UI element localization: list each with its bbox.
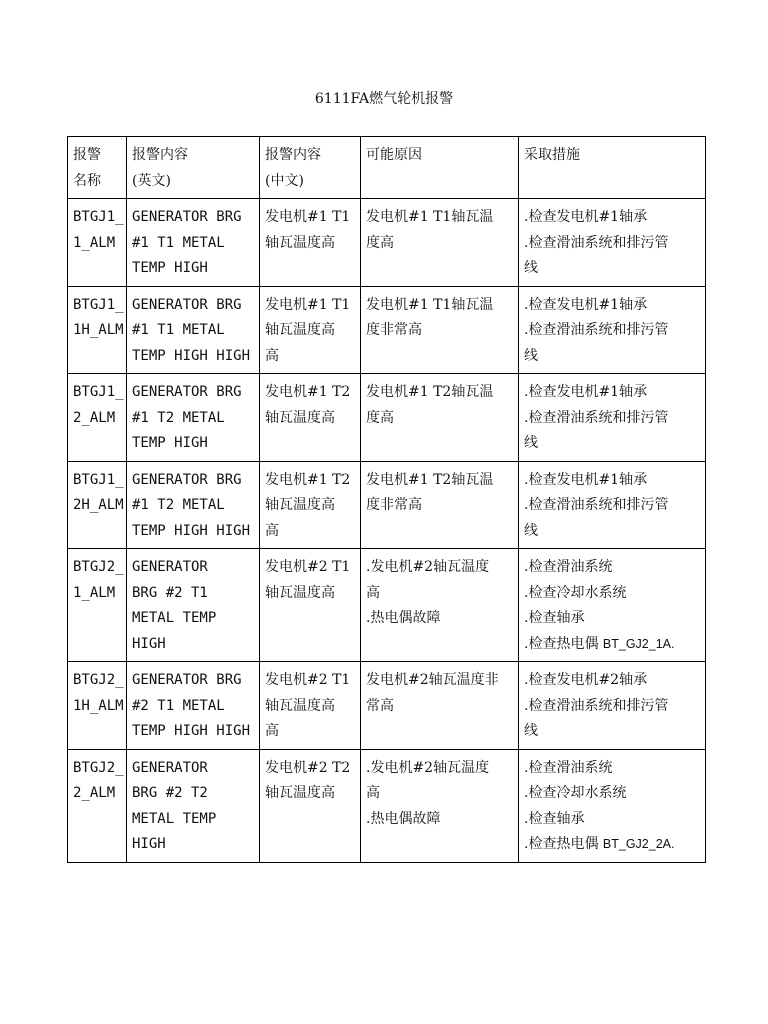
possible-cause-cell: [361, 549, 519, 662]
action-cell: [519, 749, 706, 862]
alarm-chinese-cell: [260, 286, 361, 374]
cell-text-line: GENERATOR BRG: [132, 296, 242, 313]
cell-text-line: 轴瓦温度高: [265, 697, 335, 714]
cell-text-line: BTGJ2_: [73, 759, 124, 776]
action-cell: [519, 662, 706, 750]
cell-text-line: 2H_ALM: [73, 497, 124, 513]
header-text: 报警内容: [265, 147, 321, 163]
thermocouple-tag: BT_GJ2_2A.: [602, 837, 675, 851]
cell-text-line: .检查冷却水系统: [524, 785, 627, 801]
cell-text-line: .发电机#2轴瓦温度: [366, 559, 490, 575]
cell-text-line: #1 T1 METAL: [132, 234, 225, 251]
cell-text-line: .检查轴承: [524, 810, 585, 827]
cell-text-line: .检查冷却水系统: [524, 584, 627, 601]
cell-text-line: BTGJ2_: [73, 672, 124, 688]
cell-text-line: .检查滑油系统和排污管: [524, 322, 669, 338]
cell-text-line: #1 T2 METAL: [132, 409, 225, 426]
cell-text-line: 发电机#1 T1: [265, 296, 351, 313]
cell-text-line: 度非常高: [366, 497, 422, 513]
cell-text-line: 高: [366, 785, 380, 801]
cell-text-line: 轴瓦温度高: [265, 584, 335, 601]
cell-text-line: 轴瓦温度高: [265, 234, 335, 251]
cell-text-line: 2_ALM: [73, 785, 116, 801]
cell-text-line: 发电机#1 T2轴瓦温: [366, 384, 494, 400]
cell-text-line: .检查滑油系统: [524, 759, 613, 776]
cell-text-line: .检查热电偶 BT_GJ2_2A.: [524, 836, 675, 852]
alarm-chinese-cell: [260, 749, 361, 862]
cell-text-line: .检查热电偶 BT_GJ2_1A.: [524, 635, 675, 652]
alarm-code-cell: [68, 286, 127, 374]
cell-text-line: 高: [366, 584, 380, 601]
cell-text-line: 轴瓦温度高: [265, 497, 335, 513]
cell-text-line: 发电机#1 T2: [265, 471, 351, 488]
action-cell: [519, 461, 706, 549]
possible-cause-cell: [361, 749, 519, 862]
cell-text-line: 1H_ALM: [73, 697, 124, 714]
alarm-code-cell: [68, 199, 127, 287]
alarm-english-cell: [127, 662, 260, 750]
alarm-chinese-cell: [260, 461, 361, 549]
cell-text-line: 发电机#1 T1轴瓦温: [366, 296, 494, 313]
cell-text-line: HIGH: [132, 836, 166, 852]
cell-text-line: TEMP HIGH: [132, 260, 208, 276]
cell-text-line: .检查滑油系统和排污管: [524, 234, 669, 251]
cell-text-line: GENERATOR BRG: [132, 384, 242, 400]
cell-text-line: GENERATOR: [132, 759, 208, 776]
alarm-english-cell: [127, 461, 260, 549]
alarm-english-cell: [127, 749, 260, 862]
cell-text-line: 发电机#2 T1: [265, 672, 351, 688]
cell-text-line: 度高: [366, 409, 394, 426]
action-cell: [519, 374, 706, 462]
cell-text-line: GENERATOR BRG: [132, 209, 242, 225]
cell-text-line: 高: [265, 347, 279, 364]
possible-cause-cell: [361, 199, 519, 287]
cell-text-line: TEMP HIGH HIGH: [132, 723, 251, 739]
cell-text-line: GENERATOR BRG: [132, 672, 242, 688]
cell-text-line: 常高: [366, 697, 394, 714]
cell-text-line: .检查轴承: [524, 610, 585, 626]
alarm-english-cell: [127, 286, 260, 374]
cell-text-line: 1_ALM: [73, 584, 116, 601]
cell-text-line: METAL TEMP: [132, 810, 217, 827]
cell-text-line: 高: [265, 522, 279, 539]
cell-text-line: HIGH: [132, 635, 166, 652]
alarm-code-cell: [68, 662, 127, 750]
table-row: [68, 461, 706, 549]
possible-cause-cell: [361, 374, 519, 462]
cell-text-line: .检查发电机#1轴承: [524, 471, 648, 488]
alarm-code-cell: [68, 749, 127, 862]
table-row: [68, 199, 706, 287]
header-text: 可能原因: [366, 147, 422, 163]
header-content-english: [127, 137, 260, 199]
possible-cause-cell: [361, 461, 519, 549]
cell-text-line: 度高: [366, 234, 394, 251]
table-row: [68, 374, 706, 462]
cell-text-line: 发电机#1 T1: [265, 209, 351, 225]
cell-text-line: .检查滑油系统: [524, 559, 613, 575]
cell-text-line: BTGJ1_: [73, 471, 124, 488]
cell-text-line: BTGJ1_: [73, 296, 124, 313]
header-text: 报警内容: [132, 147, 188, 163]
header-possible-cause: [361, 137, 519, 199]
cell-text-line: GENERATOR: [132, 559, 208, 575]
cell-text-line: GENERATOR BRG: [132, 471, 242, 488]
cell-text-line: .热电偶故障: [366, 810, 441, 827]
alarm-code-cell: [68, 461, 127, 549]
table-row: [68, 662, 706, 750]
alarm-english-cell: [127, 374, 260, 462]
header-text: (英文): [132, 172, 171, 189]
header-text: 名称: [73, 172, 101, 189]
cell-text-line: BTGJ2_: [73, 559, 124, 575]
header-actions: [519, 137, 706, 199]
cell-text-line: TEMP HIGH HIGH: [132, 522, 251, 539]
cell-text-line: 发电机#1 T1轴瓦温: [366, 209, 494, 225]
cell-text-line: .检查滑油系统和排污管: [524, 497, 669, 513]
header-text: 采取措施: [524, 147, 580, 163]
alarm-chinese-cell: [260, 549, 361, 662]
page-title: 6111FA燃气轮机报警: [314, 91, 454, 107]
header-text: (中文): [265, 172, 304, 189]
cell-text-line: BRG #2 T2: [132, 785, 208, 801]
table-header-row: [68, 137, 706, 199]
cell-text-line: 1H_ALM: [73, 322, 124, 338]
alarm-chinese-cell: [260, 374, 361, 462]
cell-text-line: 2_ALM: [73, 409, 116, 426]
cell-text-line: 1_ALM: [73, 234, 116, 251]
alarm-chinese-cell: [260, 662, 361, 750]
cell-text-line: .检查发电机#1轴承: [524, 296, 648, 313]
cell-text-line: #2 T1 METAL: [132, 697, 225, 714]
cell-text-line: .检查发电机#1轴承: [524, 384, 648, 400]
action-cell: [519, 199, 706, 287]
alarm-table-body: [68, 137, 706, 863]
action-cell: [519, 549, 706, 662]
cell-text-line: BTGJ1_: [73, 384, 124, 400]
thermocouple-tag: BT_GJ2_1A.: [602, 636, 675, 651]
cell-text-line: BRG #2 T1: [132, 584, 208, 601]
cell-text-line: .检查滑油系统和排污管: [524, 697, 669, 714]
header-text: 报警: [73, 147, 101, 163]
possible-cause-cell: [361, 662, 519, 750]
alarm-code-cell: [68, 549, 127, 662]
cell-text-line: 线: [524, 435, 538, 451]
cell-text-line: #1 T1 METAL: [132, 322, 225, 338]
cell-text-line: .检查发电机#1轴承: [524, 209, 648, 225]
alarm-english-cell: [127, 199, 260, 287]
cell-text-line: 发电机#1 T2轴瓦温: [366, 471, 494, 488]
table-row: [68, 549, 706, 662]
cell-text-line: 发电机#2 T2: [265, 759, 351, 776]
cell-text-line: TEMP HIGH HIGH: [132, 347, 251, 364]
header-content-chinese: [260, 137, 361, 199]
cell-text-line: 线: [524, 347, 538, 364]
cell-text-line: 线: [524, 522, 538, 539]
cell-text-line: METAL TEMP: [132, 610, 217, 626]
cell-text-line: 度非常高: [366, 322, 422, 338]
cell-text-line: BTGJ1_: [73, 209, 124, 225]
cell-text-line: .热电偶故障: [366, 610, 441, 626]
cell-text-line: .检查发电机#2轴承: [524, 672, 648, 688]
cell-text-line: 轴瓦温度高: [265, 409, 335, 426]
possible-cause-cell: [361, 286, 519, 374]
cell-text-line: 发电机#2 T1: [265, 559, 351, 575]
header-alarm-name: [68, 137, 127, 199]
cell-text-line: 轴瓦温度高: [265, 785, 335, 801]
alarm-table: [67, 136, 706, 863]
table-row: [68, 749, 706, 862]
cell-text-line: 发电机#2轴瓦温度非: [366, 672, 499, 688]
alarm-english-cell: [127, 549, 260, 662]
cell-text-line: TEMP HIGH: [132, 435, 208, 451]
cell-text-line: 线: [524, 723, 538, 739]
cell-text-line: 发电机#1 T2: [265, 384, 351, 400]
table-row: [68, 286, 706, 374]
cell-text-line: #1 T2 METAL: [132, 497, 225, 513]
cell-text-line: 线: [524, 260, 538, 276]
cell-text-line: .检查滑油系统和排污管: [524, 409, 669, 426]
alarm-code-cell: [68, 374, 127, 462]
alarm-chinese-cell: [260, 199, 361, 287]
cell-text-line: 高: [265, 723, 279, 739]
cell-text-line: .发电机#2轴瓦温度: [366, 759, 490, 776]
cell-text-line: 轴瓦温度高: [265, 322, 335, 338]
action-cell: [519, 286, 706, 374]
